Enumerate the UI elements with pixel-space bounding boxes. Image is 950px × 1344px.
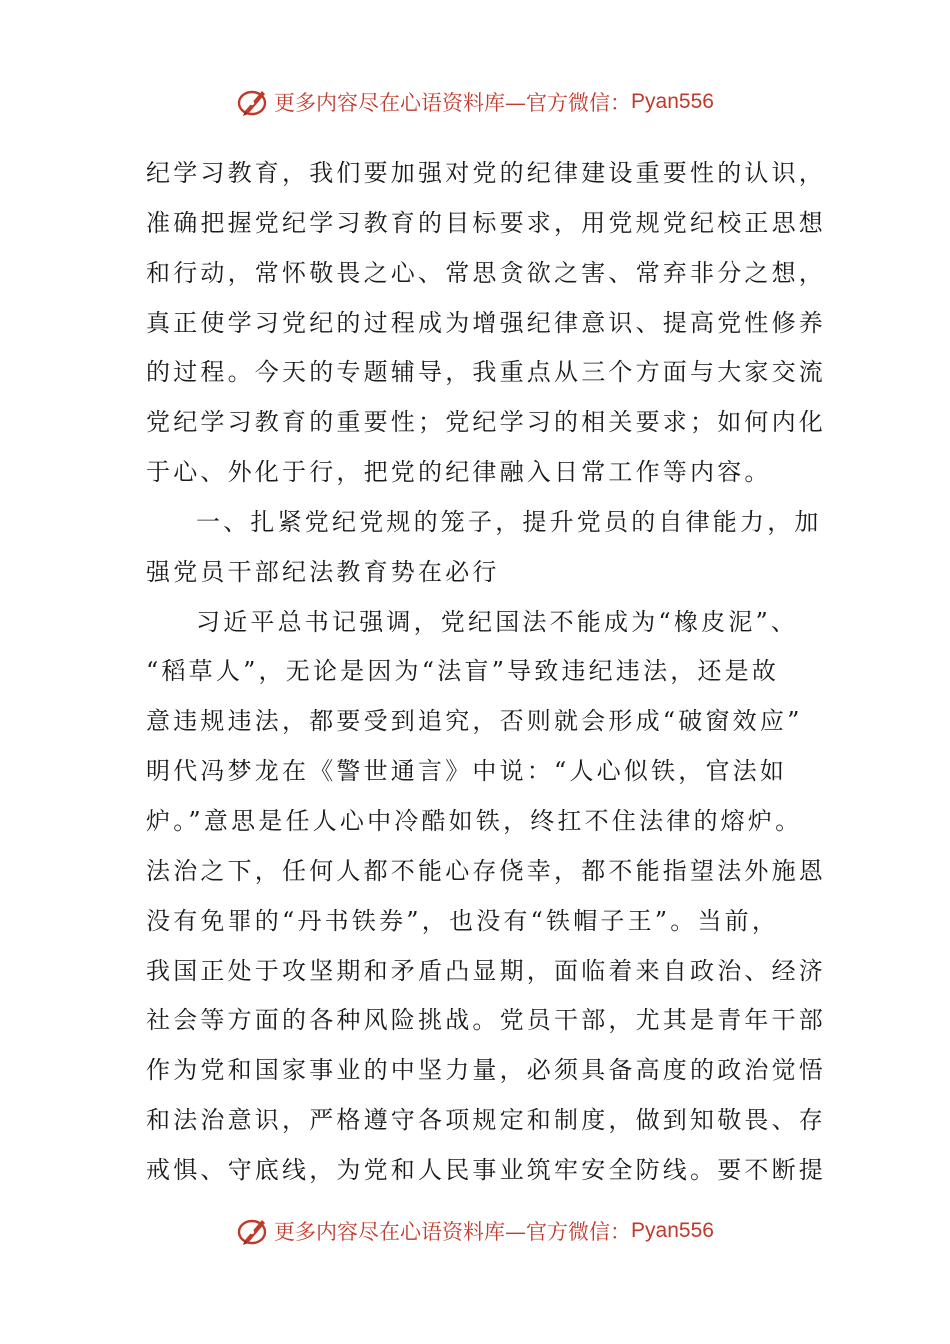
footer-wechat-id: Pyan556 (631, 1219, 714, 1242)
text-line: 炉。”意思是任人心中冷酷如铁，终扛不住法律的熔炉。 (146, 806, 803, 835)
text-line: 和行动，常怀敬畏之心、常思贪欲之害、常弃非分之想， (146, 258, 826, 287)
text-line: 明代冯梦龙在《警世通言》中说：“人心似铁，官法如 (146, 757, 788, 786)
text-line: 的过程。今天的专题辅导，我重点从三个方面与大家交流 (146, 358, 826, 387)
footer-banner-text: 更多内容尽在心语资料库—官方微信： (274, 1220, 632, 1244)
text-line: 准确把握党纪学习教育的目标要求，用党规党纪校正思想 (146, 208, 826, 237)
text-line: 于心、外化于行，把党的纪律融入日常工作等内容。 (146, 458, 772, 487)
pen-logo-icon (236, 1214, 270, 1248)
text-line: 我国正处于攻坚期和矛盾凸显期，面临着来自政治、经济 (146, 956, 826, 985)
text-line: 没有免罪的“丹书铁券”，也没有“铁帽子王”。当前， (146, 906, 780, 935)
footer-banner (0, 1211, 950, 1251)
text-line: 一、扎紧党纪党规的笼子，提升党员的自律能力，加 (196, 507, 822, 536)
header-banner-text: 更多内容尽在心语资料库—官方微信： (274, 91, 632, 115)
text-line: 意违规违法，都要受到追究，否则就会形成“破窗效应” (146, 707, 803, 736)
text-line: “稻草人”，无论是因为“法盲”导致违纪违法，还是故 (146, 657, 780, 686)
text-line: 强党员干部纪法教育势在必行 (146, 557, 500, 586)
text-line: 戒惧、守底线，为党和人民事业筑牢安全防线。要不断提 (146, 1155, 826, 1184)
header-wechat-id: Pyan556 (631, 90, 714, 113)
text-line: 纪学习教育，我们要加强对党的纪律建设重要性的认识， (146, 159, 826, 187)
pen-logo-icon (236, 85, 270, 119)
text-line: 党纪学习教育的重要性；党纪学习的相关要求；如何内化 (146, 408, 826, 437)
text-line: 真正使学习党纪的过程成为增强纪律意识、提高党性修养 (146, 308, 826, 337)
text-line: 社会等方面的各种风险挑战。党员干部，尤其是青年干部 (146, 1006, 826, 1035)
document-body (146, 149, 826, 1196)
text-line: 习近平总书记强调，党纪国法不能成为“橡皮泥”、 (196, 607, 799, 636)
text-line: 法治之下，任何人都不能心存侥幸，都不能指望法外施恩 (146, 856, 826, 885)
text-line: 作为党和国家事业的中坚力量，必须具备高度的政治觉悟 (146, 1056, 826, 1085)
header-banner (0, 82, 950, 122)
text-line: 和法治意识，严格遵守各项规定和制度，做到知敬畏、存 (146, 1106, 826, 1135)
